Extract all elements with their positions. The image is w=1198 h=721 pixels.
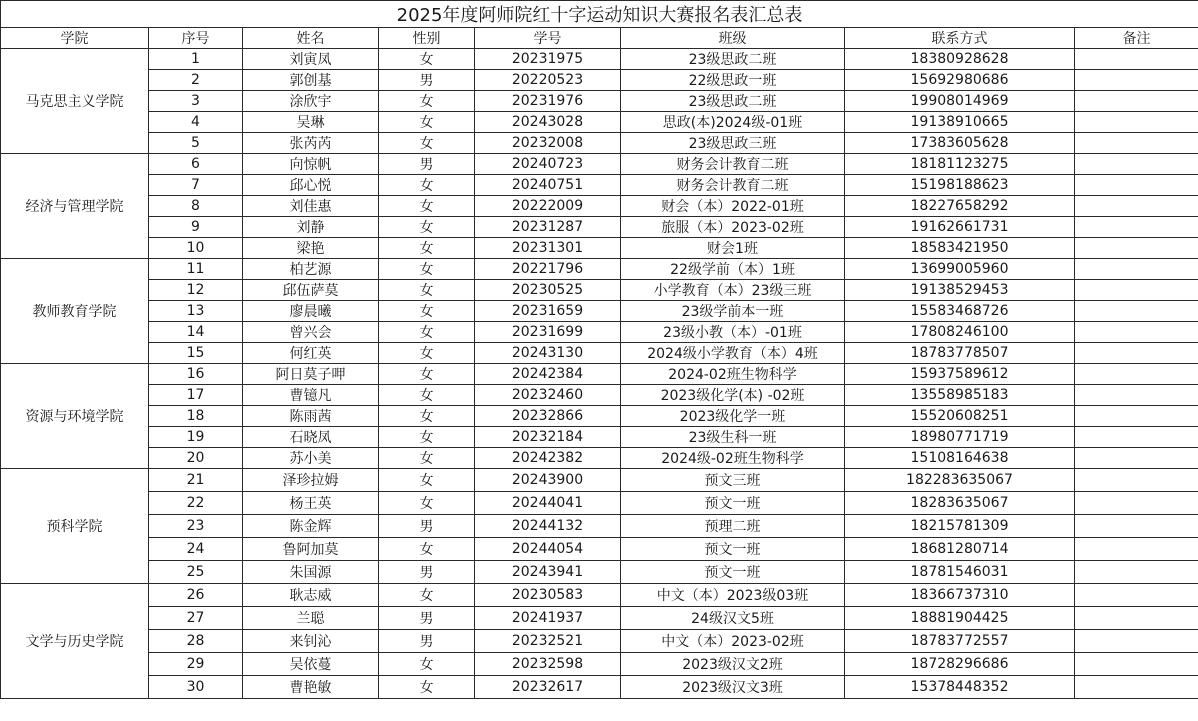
remark-cell[interactable] bbox=[1075, 492, 1198, 515]
table-row bbox=[1, 322, 1198, 343]
student-id-cell[interactable]: 20240723 bbox=[475, 154, 621, 175]
row-number-cell[interactable]: 21 bbox=[149, 469, 243, 492]
contact-phone-cell[interactable]: 18583421950 bbox=[845, 238, 1075, 259]
gender-cell[interactable]: 女 bbox=[379, 259, 475, 280]
remark-cell[interactable] bbox=[1075, 49, 1198, 70]
remark-cell[interactable] bbox=[1075, 259, 1198, 280]
class-name-cell[interactable]: 2023级汉文2班 bbox=[621, 653, 845, 676]
class-name-cell[interactable]: 预文一班 bbox=[621, 492, 845, 515]
class-name-cell[interactable]: 2024-02班生物科学 bbox=[621, 364, 845, 385]
row-number-cell[interactable]: 23 bbox=[149, 515, 243, 538]
remark-cell[interactable] bbox=[1075, 584, 1198, 607]
contact-phone-cell[interactable]: 18783772557 bbox=[845, 630, 1075, 653]
contact-phone-cell[interactable]: 18215781309 bbox=[845, 515, 1075, 538]
contact-phone-cell[interactable]: 18283635067 bbox=[845, 492, 1075, 515]
gender-cell[interactable]: 女 bbox=[379, 448, 475, 469]
student-id-cell[interactable]: 20244054 bbox=[475, 538, 621, 561]
gender-cell[interactable]: 女 bbox=[379, 427, 475, 448]
student-id-cell[interactable]: 20243130 bbox=[475, 343, 621, 364]
remark-cell[interactable] bbox=[1075, 238, 1198, 259]
remark-cell[interactable] bbox=[1075, 343, 1198, 364]
student-name-cell[interactable]: 刘寅凤 bbox=[243, 49, 379, 70]
college-cell[interactable]: 资源与环境学院 bbox=[1, 364, 149, 469]
student-id-cell[interactable]: 20243900 bbox=[475, 469, 621, 492]
student-id-cell[interactable]: 20244132 bbox=[475, 515, 621, 538]
remark-cell[interactable] bbox=[1075, 630, 1198, 653]
row-number-cell[interactable]: 9 bbox=[149, 217, 243, 238]
table-row bbox=[1, 154, 1198, 175]
student-name-cell[interactable]: 阿日莫子呷 bbox=[243, 364, 379, 385]
student-name-cell[interactable]: 吴依蔓 bbox=[243, 653, 379, 676]
table-row bbox=[1, 259, 1198, 280]
student-id-cell[interactable]: 20221796 bbox=[475, 259, 621, 280]
gender-cell[interactable]: 女 bbox=[379, 364, 475, 385]
table-row bbox=[1, 175, 1198, 196]
table-row bbox=[1, 301, 1198, 322]
contact-phone-cell[interactable]: 182283635067 bbox=[845, 469, 1075, 492]
gender-cell[interactable]: 女 bbox=[379, 175, 475, 196]
remark-cell[interactable] bbox=[1075, 448, 1198, 469]
college-cell[interactable]: 教师教育学院 bbox=[1, 259, 149, 364]
class-name-cell[interactable]: 23级思政二班 bbox=[621, 49, 845, 70]
row-number-cell[interactable]: 20 bbox=[149, 448, 243, 469]
student-name-cell[interactable]: 郭创基 bbox=[243, 70, 379, 91]
class-name-cell[interactable]: 2024级小学教育（本）4班 bbox=[621, 343, 845, 364]
table-row bbox=[1, 515, 1198, 538]
student-id-cell[interactable]: 20231659 bbox=[475, 301, 621, 322]
contact-phone-cell[interactable]: 18227658292 bbox=[845, 196, 1075, 217]
remark-cell[interactable] bbox=[1075, 469, 1198, 492]
table-row bbox=[1, 70, 1198, 91]
student-id-cell[interactable]: 20231975 bbox=[475, 49, 621, 70]
student-id-cell[interactable]: 20244041 bbox=[475, 492, 621, 515]
student-name-cell[interactable]: 陈雨茜 bbox=[243, 406, 379, 427]
class-name-cell[interactable]: 财会1班 bbox=[621, 238, 845, 259]
row-number-cell[interactable]: 25 bbox=[149, 561, 243, 584]
class-name-cell[interactable]: 22级思政一班 bbox=[621, 70, 845, 91]
remark-cell[interactable] bbox=[1075, 322, 1198, 343]
remark-cell[interactable] bbox=[1075, 91, 1198, 112]
student-id-cell[interactable]: 20231301 bbox=[475, 238, 621, 259]
remark-cell[interactable] bbox=[1075, 70, 1198, 91]
contact-phone-cell[interactable]: 18181123275 bbox=[845, 154, 1075, 175]
row-number-cell[interactable]: 18 bbox=[149, 406, 243, 427]
table-row bbox=[1, 584, 1198, 607]
student-name-cell[interactable]: 来钊沁 bbox=[243, 630, 379, 653]
class-name-cell[interactable]: 旅服（本）2023-02班 bbox=[621, 217, 845, 238]
remark-cell[interactable] bbox=[1075, 112, 1198, 133]
gender-cell[interactable]: 男 bbox=[379, 561, 475, 584]
row-number-cell[interactable]: 3 bbox=[149, 91, 243, 112]
contact-phone-cell[interactable]: 15937589612 bbox=[845, 364, 1075, 385]
gender-cell[interactable]: 女 bbox=[379, 301, 475, 322]
table-row bbox=[1, 280, 1198, 301]
gender-cell[interactable]: 女 bbox=[379, 133, 475, 154]
remark-cell[interactable] bbox=[1075, 406, 1198, 427]
class-name-cell[interactable]: 预理二班 bbox=[621, 515, 845, 538]
contact-phone-cell[interactable]: 15378448352 bbox=[845, 676, 1075, 699]
gender-cell[interactable]: 女 bbox=[379, 112, 475, 133]
student-name-cell[interactable]: 张芮芮 bbox=[243, 133, 379, 154]
table-row bbox=[1, 538, 1198, 561]
student-name-cell[interactable]: 朱国源 bbox=[243, 561, 379, 584]
row-number-cell[interactable]: 24 bbox=[149, 538, 243, 561]
class-name-cell[interactable]: 23级生科一班 bbox=[621, 427, 845, 448]
header-class[interactable]: 班级 bbox=[621, 28, 845, 49]
contact-phone-cell[interactable]: 18681280714 bbox=[845, 538, 1075, 561]
row-number-cell[interactable]: 5 bbox=[149, 133, 243, 154]
row-number-cell[interactable]: 26 bbox=[149, 584, 243, 607]
header-remark[interactable]: 备注 bbox=[1075, 28, 1198, 49]
class-name-cell[interactable]: 2024级-02班生物科学 bbox=[621, 448, 845, 469]
table-row bbox=[1, 49, 1198, 70]
student-name-cell[interactable]: 石晓凤 bbox=[243, 427, 379, 448]
class-name-cell[interactable]: 23级学前本一班 bbox=[621, 301, 845, 322]
row-number-cell[interactable]: 15 bbox=[149, 343, 243, 364]
row-number-cell[interactable]: 29 bbox=[149, 653, 243, 676]
contact-phone-cell[interactable]: 18728296686 bbox=[845, 653, 1075, 676]
student-id-cell[interactable]: 20242384 bbox=[475, 364, 621, 385]
gender-cell[interactable]: 女 bbox=[379, 385, 475, 406]
student-name-cell[interactable]: 吴琳 bbox=[243, 112, 379, 133]
contact-phone-cell[interactable]: 17808246100 bbox=[845, 322, 1075, 343]
gender-cell[interactable]: 男 bbox=[379, 607, 475, 630]
gender-cell[interactable]: 女 bbox=[379, 676, 475, 699]
student-id-cell[interactable]: 20232184 bbox=[475, 427, 621, 448]
student-name-cell[interactable]: 邱伍萨莫 bbox=[243, 280, 379, 301]
student-name-cell[interactable]: 鲁阿加莫 bbox=[243, 538, 379, 561]
row-number-cell[interactable]: 30 bbox=[149, 676, 243, 699]
gender-cell[interactable]: 女 bbox=[379, 322, 475, 343]
gender-cell[interactable]: 女 bbox=[379, 343, 475, 364]
remark-cell[interactable] bbox=[1075, 561, 1198, 584]
student-id-cell[interactable]: 20232521 bbox=[475, 630, 621, 653]
table-row bbox=[1, 561, 1198, 584]
contact-phone-cell[interactable]: 15583468726 bbox=[845, 301, 1075, 322]
gender-cell[interactable]: 女 bbox=[379, 196, 475, 217]
gender-cell[interactable]: 女 bbox=[379, 238, 475, 259]
gender-cell[interactable]: 女 bbox=[379, 91, 475, 112]
contact-phone-cell[interactable]: 15520608251 bbox=[845, 406, 1075, 427]
student-name-cell[interactable]: 曾兴会 bbox=[243, 322, 379, 343]
table-row bbox=[1, 607, 1198, 630]
class-name-cell[interactable]: 思政(本)2024级-01班 bbox=[621, 112, 845, 133]
class-name-cell[interactable]: 23级思政二班 bbox=[621, 91, 845, 112]
header-gender[interactable]: 性别 bbox=[379, 28, 475, 49]
student-name-cell[interactable]: 苏小美 bbox=[243, 448, 379, 469]
contact-phone-cell[interactable]: 19138910665 bbox=[845, 112, 1075, 133]
class-name-cell[interactable]: 小学教育（本）23级三班 bbox=[621, 280, 845, 301]
student-name-cell[interactable]: 涂欣宇 bbox=[243, 91, 379, 112]
student-id-cell[interactable]: 20222009 bbox=[475, 196, 621, 217]
contact-phone-cell[interactable]: 18781546031 bbox=[845, 561, 1075, 584]
table-row bbox=[1, 91, 1198, 112]
gender-cell[interactable]: 女 bbox=[379, 584, 475, 607]
row-number-cell[interactable]: 6 bbox=[149, 154, 243, 175]
class-name-cell[interactable]: 财务会计教育二班 bbox=[621, 175, 845, 196]
student-id-cell[interactable]: 20230525 bbox=[475, 280, 621, 301]
gender-cell[interactable]: 男 bbox=[379, 154, 475, 175]
gender-cell[interactable]: 女 bbox=[379, 49, 475, 70]
contact-phone-cell[interactable]: 15692980686 bbox=[845, 70, 1075, 91]
header-student-id[interactable]: 学号 bbox=[475, 28, 621, 49]
student-name-cell[interactable]: 泽珍拉姆 bbox=[243, 469, 379, 492]
class-name-cell[interactable]: 24级汉文5班 bbox=[621, 607, 845, 630]
student-name-cell[interactable]: 刘静 bbox=[243, 217, 379, 238]
row-number-cell[interactable]: 14 bbox=[149, 322, 243, 343]
student-name-cell[interactable]: 梁艳 bbox=[243, 238, 379, 259]
class-name-cell[interactable]: 中文（本）2023级03班 bbox=[621, 584, 845, 607]
header-contact[interactable]: 联系方式 bbox=[845, 28, 1075, 49]
remark-cell[interactable] bbox=[1075, 280, 1198, 301]
gender-cell[interactable]: 男 bbox=[379, 515, 475, 538]
class-name-cell[interactable]: 预文一班 bbox=[621, 538, 845, 561]
table-row bbox=[1, 343, 1198, 364]
row-number-cell[interactable]: 17 bbox=[149, 385, 243, 406]
gender-cell[interactable]: 男 bbox=[379, 630, 475, 653]
contact-phone-cell[interactable]: 13699005960 bbox=[845, 259, 1075, 280]
contact-phone-cell[interactable]: 13558985183 bbox=[845, 385, 1075, 406]
row-number-cell[interactable]: 16 bbox=[149, 364, 243, 385]
class-name-cell[interactable]: 财务会计教育二班 bbox=[621, 154, 845, 175]
student-name-cell[interactable]: 杨王英 bbox=[243, 492, 379, 515]
student-id-cell[interactable]: 20243941 bbox=[475, 561, 621, 584]
table-row bbox=[1, 385, 1198, 406]
student-id-cell[interactable]: 20220523 bbox=[475, 70, 621, 91]
table-row bbox=[1, 676, 1198, 699]
row-number-cell[interactable]: 7 bbox=[149, 175, 243, 196]
header-row bbox=[1, 28, 1198, 49]
student-name-cell[interactable]: 刘佳惠 bbox=[243, 196, 379, 217]
row-number-cell[interactable]: 27 bbox=[149, 607, 243, 630]
gender-cell[interactable]: 女 bbox=[379, 469, 475, 492]
sheet-title[interactable]: 2025年度阿师院红十字运动知识大赛报名表汇总表 bbox=[1, 1, 1198, 28]
header-name[interactable]: 姓名 bbox=[243, 28, 379, 49]
row-number-cell[interactable]: 4 bbox=[149, 112, 243, 133]
class-name-cell[interactable]: 22级学前（本）1班 bbox=[621, 259, 845, 280]
class-name-cell[interactable]: 财会（本）2022-01班 bbox=[621, 196, 845, 217]
contact-phone-cell[interactable]: 19908014969 bbox=[845, 91, 1075, 112]
student-name-cell[interactable]: 邱心悦 bbox=[243, 175, 379, 196]
row-number-cell[interactable]: 28 bbox=[149, 630, 243, 653]
student-id-cell[interactable]: 20240751 bbox=[475, 175, 621, 196]
gender-cell[interactable]: 男 bbox=[379, 70, 475, 91]
contact-phone-cell[interactable]: 17383605628 bbox=[845, 133, 1075, 154]
class-name-cell[interactable]: 2023级化学(本) -02班 bbox=[621, 385, 845, 406]
row-number-cell[interactable]: 12 bbox=[149, 280, 243, 301]
table-row bbox=[1, 448, 1198, 469]
row-number-cell[interactable]: 19 bbox=[149, 427, 243, 448]
remark-cell[interactable] bbox=[1075, 385, 1198, 406]
gender-cell[interactable]: 女 bbox=[379, 217, 475, 238]
row-number-cell[interactable]: 1 bbox=[149, 49, 243, 70]
remark-cell[interactable] bbox=[1075, 676, 1198, 699]
class-name-cell[interactable]: 2023级汉文3班 bbox=[621, 676, 845, 699]
student-name-cell[interactable]: 柏艺源 bbox=[243, 259, 379, 280]
student-id-cell[interactable]: 20243028 bbox=[475, 112, 621, 133]
contact-phone-cell[interactable]: 15108164638 bbox=[845, 448, 1075, 469]
remark-cell[interactable] bbox=[1075, 364, 1198, 385]
row-number-cell[interactable]: 22 bbox=[149, 492, 243, 515]
contact-phone-cell[interactable]: 18366737310 bbox=[845, 584, 1075, 607]
row-number-cell[interactable]: 2 bbox=[149, 70, 243, 91]
table-row bbox=[1, 112, 1198, 133]
student-id-cell[interactable]: 20232460 bbox=[475, 385, 621, 406]
contact-phone-cell[interactable]: 18980771719 bbox=[845, 427, 1075, 448]
contact-phone-cell[interactable]: 15198188623 bbox=[845, 175, 1075, 196]
gender-cell[interactable]: 女 bbox=[379, 492, 475, 515]
student-name-cell[interactable]: 陈金辉 bbox=[243, 515, 379, 538]
class-name-cell[interactable]: 中文（本）2023-02班 bbox=[621, 630, 845, 653]
remark-cell[interactable] bbox=[1075, 154, 1198, 175]
contact-phone-cell[interactable]: 19162661731 bbox=[845, 217, 1075, 238]
remark-cell[interactable] bbox=[1075, 301, 1198, 322]
gender-cell[interactable]: 女 bbox=[379, 280, 475, 301]
row-number-cell[interactable]: 10 bbox=[149, 238, 243, 259]
gender-cell[interactable]: 女 bbox=[379, 406, 475, 427]
contact-phone-cell[interactable]: 18783778507 bbox=[845, 343, 1075, 364]
remark-cell[interactable] bbox=[1075, 538, 1198, 561]
table-row bbox=[1, 469, 1198, 492]
student-name-cell[interactable]: 耿志威 bbox=[243, 584, 379, 607]
remark-cell[interactable] bbox=[1075, 607, 1198, 630]
table-body bbox=[1, 49, 1198, 699]
student-id-cell[interactable]: 20230583 bbox=[475, 584, 621, 607]
student-name-cell[interactable]: 廖晨曦 bbox=[243, 301, 379, 322]
remark-cell[interactable] bbox=[1075, 217, 1198, 238]
college-cell[interactable]: 经济与管理学院 bbox=[1, 154, 149, 259]
class-name-cell[interactable]: 预文三班 bbox=[621, 469, 845, 492]
remark-cell[interactable] bbox=[1075, 515, 1198, 538]
student-id-cell[interactable]: 20242382 bbox=[475, 448, 621, 469]
student-id-cell[interactable]: 20231287 bbox=[475, 217, 621, 238]
student-name-cell[interactable]: 向惊帆 bbox=[243, 154, 379, 175]
table-row bbox=[1, 133, 1198, 154]
remark-cell[interactable] bbox=[1075, 427, 1198, 448]
remark-cell[interactable] bbox=[1075, 196, 1198, 217]
college-cell[interactable]: 文学与历史学院 bbox=[1, 584, 149, 699]
table-row bbox=[1, 238, 1198, 259]
row-number-cell[interactable]: 8 bbox=[149, 196, 243, 217]
gender-cell[interactable]: 女 bbox=[379, 538, 475, 561]
contact-phone-cell[interactable]: 18380928628 bbox=[845, 49, 1075, 70]
remark-cell[interactable] bbox=[1075, 653, 1198, 676]
table-row bbox=[1, 427, 1198, 448]
contact-phone-cell[interactable]: 18881904425 bbox=[845, 607, 1075, 630]
class-name-cell[interactable]: 2023级化学一班 bbox=[621, 406, 845, 427]
student-name-cell[interactable]: 兰聪 bbox=[243, 607, 379, 630]
student-id-cell[interactable]: 20232866 bbox=[475, 406, 621, 427]
header-college[interactable]: 学院 bbox=[1, 28, 149, 49]
gender-cell[interactable]: 女 bbox=[379, 653, 475, 676]
table-row bbox=[1, 196, 1198, 217]
college-cell[interactable]: 预科学院 bbox=[1, 469, 149, 584]
class-name-cell[interactable]: 23级小教（本）-01班 bbox=[621, 322, 845, 343]
student-id-cell[interactable]: 20231976 bbox=[475, 91, 621, 112]
table-row bbox=[1, 653, 1198, 676]
header-no[interactable]: 序号 bbox=[149, 28, 243, 49]
table-row bbox=[1, 492, 1198, 515]
class-name-cell[interactable]: 预文一班 bbox=[621, 561, 845, 584]
table-row bbox=[1, 364, 1198, 385]
student-name-cell[interactable]: 何红英 bbox=[243, 343, 379, 364]
row-number-cell[interactable]: 13 bbox=[149, 301, 243, 322]
remark-cell[interactable] bbox=[1075, 175, 1198, 196]
student-id-cell[interactable]: 20241937 bbox=[475, 607, 621, 630]
student-id-cell[interactable]: 20231699 bbox=[475, 322, 621, 343]
table-row bbox=[1, 217, 1198, 238]
student-id-cell[interactable]: 20232617 bbox=[475, 676, 621, 699]
student-id-cell[interactable]: 20232008 bbox=[475, 133, 621, 154]
student-id-cell[interactable]: 20232598 bbox=[475, 653, 621, 676]
contact-phone-cell[interactable]: 19138529453 bbox=[845, 280, 1075, 301]
student-name-cell[interactable]: 曹镱凡 bbox=[243, 385, 379, 406]
class-name-cell[interactable]: 23级思政三班 bbox=[621, 133, 845, 154]
remark-cell[interactable] bbox=[1075, 133, 1198, 154]
table-row bbox=[1, 406, 1198, 427]
table-row bbox=[1, 630, 1198, 653]
student-name-cell[interactable]: 曹艳敏 bbox=[243, 676, 379, 699]
row-number-cell[interactable]: 11 bbox=[149, 259, 243, 280]
college-cell[interactable]: 马克思主义学院 bbox=[1, 49, 149, 154]
